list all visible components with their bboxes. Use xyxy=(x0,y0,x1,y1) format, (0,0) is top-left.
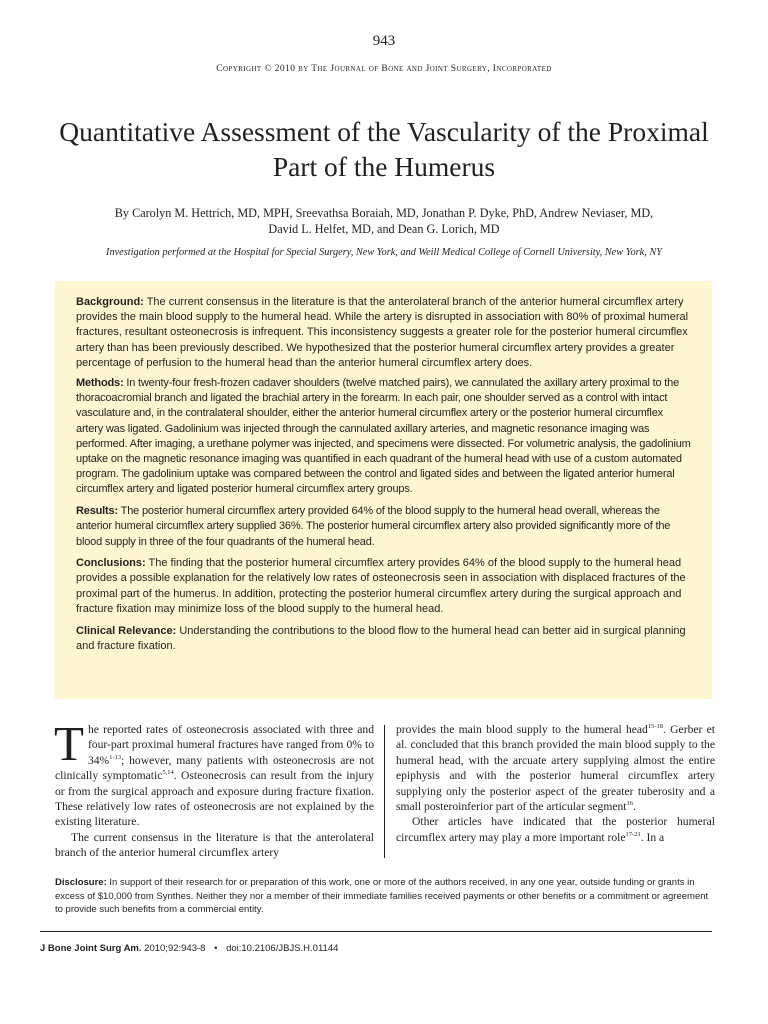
intro-text-1b: ; however, many patients with osteonecrosis are not clinically symptomatic xyxy=(55,753,374,783)
citation-sup: 16 xyxy=(626,800,634,808)
intro-paragraph-1 xyxy=(54,716,374,830)
copyright-line: Copyright © 2010 by The Journal of Bone and Joint Surgery, Incorporated xyxy=(216,64,552,74)
abstract-clinical-relevance xyxy=(76,624,692,654)
citation-sup: 1-13 xyxy=(109,753,122,761)
abstract-conclusions xyxy=(76,556,692,617)
abstract-box xyxy=(55,281,712,699)
intro-text-4a: Other articles have indicated that the posterior humeral circumflex artery may play a more important role xyxy=(396,815,715,844)
background-label: Background: xyxy=(76,296,144,308)
clinical-relevance-text: Understanding the contributions to the blood flow to the humeral head can better aid in surgical planning and fracture fixation. xyxy=(76,624,686,652)
citation-footer xyxy=(40,943,338,954)
background-text: The current consensus in the literature is that the anterolateral branch of the anterior humeral circumflex artery provides the main blood supply to the humeral head. While the artery is disrupted in association with 80% of proximal humeral fractures, resultant osteonecrosis is infrequent. This inconsistency suggests a greater role for the posterior humeral circumflex artery than has been previously described. We hypothesized that the posterior humeral circumflex artery provides a greater percentage of perfusion to the humeral head than the anterior humeral circumflex artery does. xyxy=(76,296,689,369)
citation-sup: 5,14 xyxy=(162,769,174,777)
abstract-methods xyxy=(76,376,692,498)
conclusions-text: The finding that the posterior humeral circumflex artery provides 64% of the blood supply to the humeral head provides a possible explanation for the relatively low rates of osteonecrosis seen in association with displaced fractures of the proximal part of the humerus. In addition, protecting the posterior humeral circumflex artery during the surgical approach and fracture fixation may minimize loss of the blood supply to the humeral head. xyxy=(76,557,686,615)
body-column-right xyxy=(396,722,715,845)
disclosure-text: In support of their research for or preparation of this work, one or more of the authors received, in any one year, outside funding or grants in excess of $10,000 from Synthes. Neither they nor a member of their immediate families received payments or other benefits or a commitment or agreement to provide such benefits from a commercial entity. xyxy=(55,877,709,916)
citation-sup: 17-21 xyxy=(625,830,641,838)
methods-text: In twenty-four fresh-frozen cadaver shoulders (twelve matched pairs), we cannulated the axillary artery proximal to the thoracoacromial branch and ligated the brachial artery in the forearm. In each pair, one shoulder served as a control with intact vasculature and, in the contralateral shoulder, either the anterior humeral circumflex artery or the posterior humeral circumflex artery was ligated. Gadolinium was injected through the cannulated axillary arteries, and magnetic resonance imaging was performed. After imaging, a urethane polymer was injected, and specimens were dissected. For volumetric analysis, the gadolinium uptake on the magnetic resonance imaging was quantified in each quadrant of the humeral head with use of a custom automated program. The gadolinium uptake was compared between the control and ligated sides and between the ligated anterior humeral circumflex artery and ligated posterior humeral circumflex artery groups. xyxy=(76,377,691,496)
intro-paragraph-3 xyxy=(396,722,715,814)
drop-cap: T xyxy=(54,716,84,771)
author-line-2: David L. Helfet, MD, and Dean G. Lorich, MD xyxy=(268,222,500,236)
body-column-left xyxy=(54,716,374,861)
intro-text-3b: . Gerber et al. concluded that this branch provided the main blood supply to the humeral head, with the arcuate artery supplying almost the entire epiphysis and with the posterior humeral circumflex artery supplying only the posterior aspect of the greater tuberosity and a small posteroinferior part of the articular segment xyxy=(396,723,716,814)
intro-text-3a: provides the main blood supply to the humeral head xyxy=(396,723,648,736)
citation-volume: 2010;92:943-8 xyxy=(144,943,206,954)
abstract-background xyxy=(76,295,692,371)
page-number: 943 xyxy=(372,33,396,49)
author-list xyxy=(60,205,708,237)
results-text: The posterior humeral circumflex artery provided 64% of the blood supply to the humeral head overall, whereas the anterior humeral circumflex artery supplied 36%. The posterior humeral circumflex artery also provided significantly more of the blood supply in three of the four quadrants of the humeral head. xyxy=(76,505,671,548)
footer-rule xyxy=(40,931,712,932)
institution-note: Investigation performed at the Hospital for Special Surgery, New York, and Weill Medical College of Cornell University, New York, NY xyxy=(106,247,662,258)
intro-paragraph-4 xyxy=(396,814,715,845)
clinical-relevance-label: Clinical Relevance: xyxy=(76,624,177,637)
results-label: Results: xyxy=(76,505,118,518)
intro-text-4b: . In a xyxy=(640,830,665,844)
journal-name: J Bone Joint Surg Am. xyxy=(40,943,142,954)
intro-text-1c: . Osteonecrosis can result from the injury or from the surgical approach and exposure during fracture fixation. These relatively low rates of osteonecrosis are not explained by the existing literature. xyxy=(55,769,374,829)
disclosure-label: Disclosure: xyxy=(55,877,107,888)
methods-label: Methods: xyxy=(76,377,124,390)
bullet-separator: • xyxy=(214,943,218,954)
intro-paragraph-2: The current consensus in the literature is that the anterolateral branch of the anterior humeral circumflex artery xyxy=(55,830,374,860)
disclosure-note xyxy=(55,876,712,917)
citation-sup: 15-18 xyxy=(647,723,664,730)
conclusions-label: Conclusions: xyxy=(76,557,146,570)
abstract-results xyxy=(76,504,692,550)
column-divider xyxy=(384,725,385,858)
article-title: Quantitative Assessment of the Vascularity of the Proximal Part of the Humerus xyxy=(59,116,709,182)
author-line-1: By Carolyn M. Hettrich, MD, MPH, Sreevathsa Boraiah, MD, Jonathan P. Dyke, PhD, Andrew Neviaser, MD, xyxy=(114,206,654,220)
doi-link[interactable]: doi:10.2106/JBJS.H.01144 xyxy=(226,943,339,954)
intro-text-1a: he reported rates of osteonecrosis associated with three and four-part proximal humeral fractures have ranged from 0% to 34% xyxy=(87,723,374,767)
body-columns xyxy=(54,716,716,862)
intro-text-3c: . xyxy=(633,800,636,814)
